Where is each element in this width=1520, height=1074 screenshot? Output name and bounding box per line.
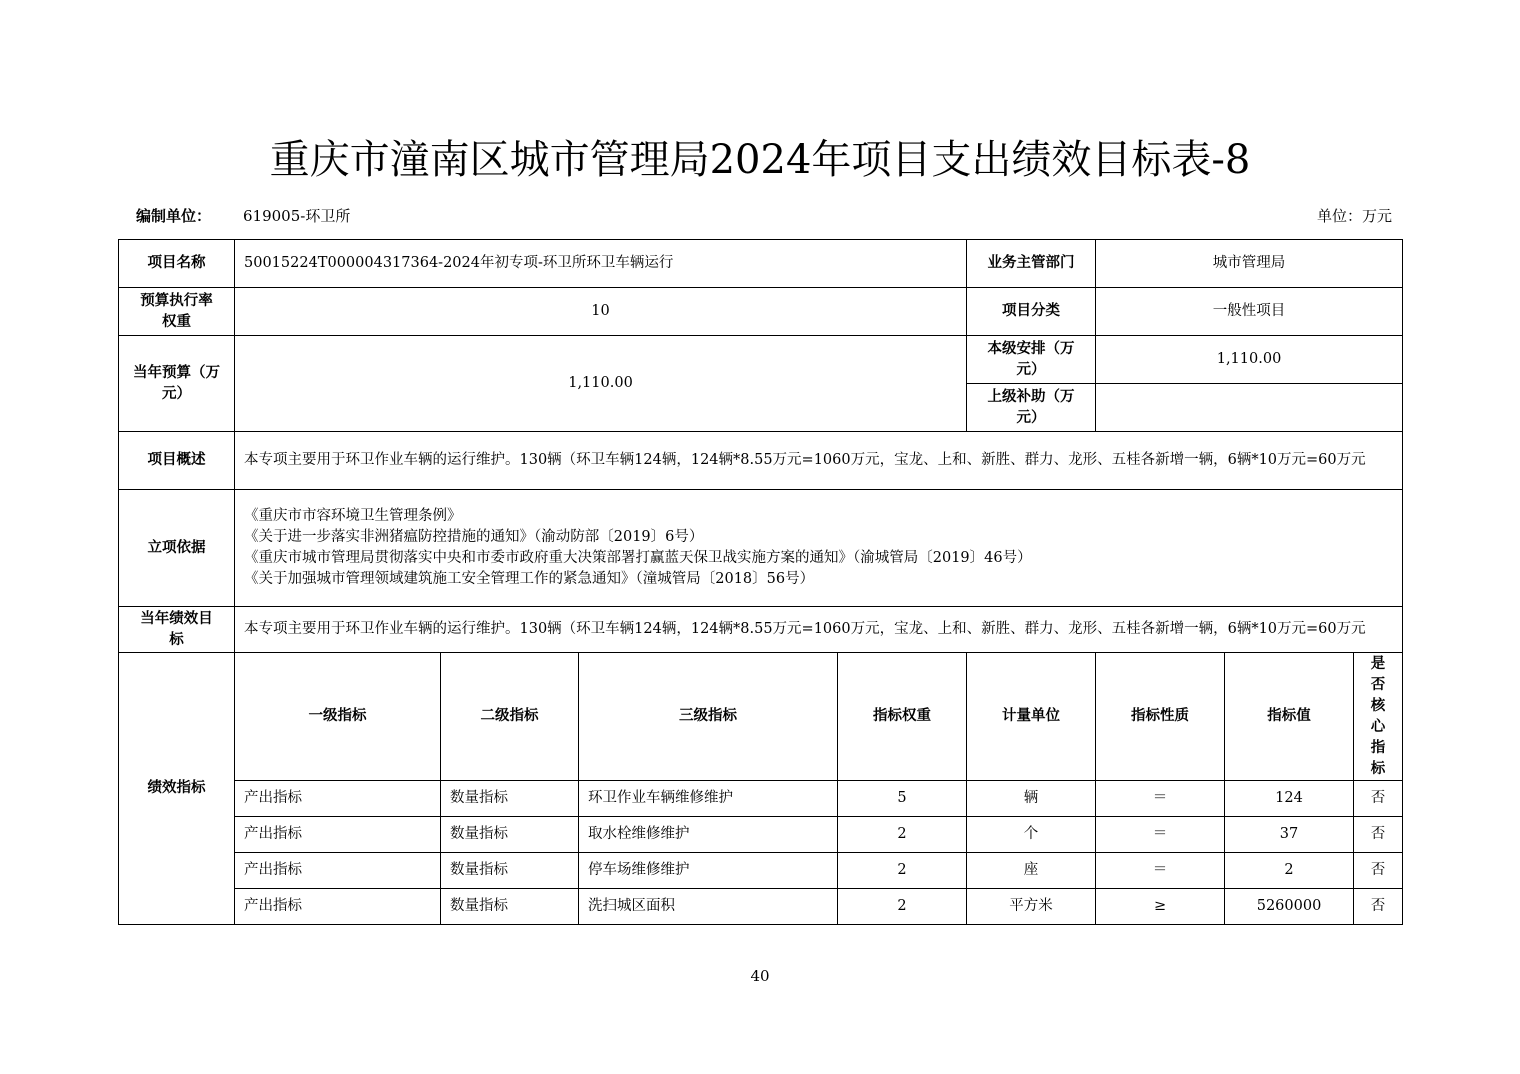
budget-label-line1: 当年预算（万	[133, 364, 220, 381]
subsidy-value	[1096, 384, 1403, 432]
local-label-line2: 元）	[1016, 361, 1046, 378]
compiling-unit-label: 编制单位：	[136, 207, 212, 225]
goal-label-line2: 标	[169, 631, 184, 648]
indicator-level3: 停车场维修维护	[579, 853, 838, 889]
header-nature: 指标性质	[1096, 653, 1225, 781]
indicator-level2: 数量指标	[441, 781, 579, 817]
indicator-weight: 5	[838, 781, 967, 817]
page-title: 重庆市潼南区城市管理局2024年项目支出绩效目标表-8	[269, 137, 1251, 183]
header-weight: 指标权重	[838, 653, 967, 781]
currency-unit: 单位：万元	[1316, 207, 1392, 225]
basis-item: 《重庆市市容环境卫生管理条例》	[244, 508, 462, 524]
header-core-char: 核	[1370, 697, 1386, 714]
overview-label: 项目概述	[119, 432, 235, 490]
compiling-unit-value: 619005-环卫所	[243, 207, 351, 225]
overview-value: 本专项主要用于环卫作业车辆的运行维护。130辆（环卫车辆124辆，124辆*8.55万元=1060万元，宝龙、上和、新胜、群力、龙形、五桂各新增一辆，6辆*10万元=60万元	[235, 432, 1403, 490]
performance-target-table	[118, 239, 1403, 925]
goal-value: 本专项主要用于环卫作业车辆的运行维护。130辆（环卫车辆124辆，124辆*8.55万元=1060万元，宝龙、上和、新胜、群力、龙形、五桂各新增一辆，6辆*10万元=60万元	[235, 607, 1403, 653]
goal-label	[119, 607, 235, 653]
exec-weight-label-line2: 权重	[162, 313, 191, 330]
indicator-level2: 数量指标	[441, 853, 579, 889]
basis-label: 立项依据	[119, 490, 235, 607]
indicator-nature: ≥	[1096, 889, 1225, 925]
indicator-core: 否	[1354, 889, 1403, 925]
table-row	[119, 336, 1403, 384]
subsidy-label-line1: 上级补助（万	[987, 388, 1075, 405]
indicator-row	[119, 853, 1403, 889]
header-core	[1354, 653, 1403, 781]
page-number: 40	[750, 967, 770, 985]
indicator-header-row	[119, 653, 1403, 781]
basis-item: 《关于进一步落实非洲猪瘟防控措施的通知》（渝动防部〔2019〕6号）	[244, 529, 704, 545]
project-name-value: 50015224T000004317364-2024年初专项-环卫所环卫车辆运行	[235, 240, 967, 288]
indicator-level3: 取水栓维修维护	[579, 817, 838, 853]
indicator-value: 37	[1225, 817, 1354, 853]
indicator-level1: 产出指标	[235, 889, 441, 925]
header-unit: 计量单位	[967, 653, 1096, 781]
indicator-weight: 2	[838, 853, 967, 889]
indicator-core: 否	[1354, 853, 1403, 889]
exec-weight-value: 10	[235, 288, 967, 336]
indicator-level1: 产出指标	[235, 817, 441, 853]
local-label	[967, 336, 1096, 384]
indicator-row	[119, 889, 1403, 925]
category-value: 一般性项目	[1096, 288, 1403, 336]
budget-label-line2: 元）	[162, 385, 191, 402]
exec-weight-label	[119, 288, 235, 336]
project-name-label: 项目名称	[119, 240, 235, 288]
indicator-unit: 个	[967, 817, 1096, 853]
basis-item: 《重庆市城市管理局贯彻落实中央和市委市政府重大决策部署打赢蓝天保卫战实施方案的通知》（渝城管局〔2019〕46号）	[244, 550, 1032, 566]
indicator-unit: 座	[967, 853, 1096, 889]
header-level1: 一级指标	[235, 653, 441, 781]
indicator-nature: ＝	[1096, 853, 1225, 889]
indicator-row	[119, 781, 1403, 817]
exec-weight-label-line1: 预算执行率	[140, 292, 213, 309]
indicator-level2: 数量指标	[441, 889, 579, 925]
table-row	[119, 240, 1403, 288]
perf-indicator-label: 绩效指标	[119, 653, 235, 925]
header-core-char: 标	[1370, 760, 1386, 777]
indicator-row	[119, 817, 1403, 853]
dept-label: 业务主管部门	[967, 240, 1096, 288]
header-level2: 二级指标	[441, 653, 579, 781]
goal-label-line1: 当年绩效目	[140, 610, 213, 627]
subsidy-label-line2: 元）	[1016, 409, 1046, 426]
header-core-char: 是	[1370, 655, 1386, 672]
indicator-level1: 产出指标	[235, 853, 441, 889]
header-level3: 三级指标	[579, 653, 838, 781]
dept-value: 城市管理局	[1096, 240, 1403, 288]
indicator-weight: 2	[838, 817, 967, 853]
indicator-level3: 环卫作业车辆维修维护	[579, 781, 838, 817]
indicator-unit: 平方米	[967, 889, 1096, 925]
indicator-level1: 产出指标	[235, 781, 441, 817]
indicator-core: 否	[1354, 781, 1403, 817]
table-row	[119, 432, 1403, 490]
header-core-char: 指	[1370, 739, 1386, 756]
header-core-char: 否	[1370, 676, 1386, 693]
table-row	[119, 490, 1403, 607]
budget-value: 1,110.00	[235, 336, 967, 432]
table-row	[119, 607, 1403, 653]
indicator-core: 否	[1354, 817, 1403, 853]
category-label: 项目分类	[967, 288, 1096, 336]
indicator-value: 124	[1225, 781, 1354, 817]
local-value: 1,110.00	[1096, 336, 1403, 384]
indicator-level3: 洗扫城区面积	[579, 889, 838, 925]
indicator-level2: 数量指标	[441, 817, 579, 853]
basis-value	[235, 490, 1403, 607]
header-value: 指标值	[1225, 653, 1354, 781]
indicator-unit: 辆	[967, 781, 1096, 817]
budget-label	[119, 336, 235, 432]
header-core-char: 心	[1370, 718, 1386, 735]
indicator-nature: ＝	[1096, 781, 1225, 817]
table-row	[119, 288, 1403, 336]
indicator-nature: ＝	[1096, 817, 1225, 853]
basis-item: 《关于加强城市管理领域建筑施工安全管理工作的紧急通知》（潼城管局〔2018〕56号）	[244, 571, 815, 587]
indicator-value: 2	[1225, 853, 1354, 889]
local-label-line1: 本级安排（万	[987, 340, 1075, 357]
indicator-weight: 2	[838, 889, 967, 925]
indicator-value: 5260000	[1225, 889, 1354, 925]
subsidy-label	[967, 384, 1096, 432]
